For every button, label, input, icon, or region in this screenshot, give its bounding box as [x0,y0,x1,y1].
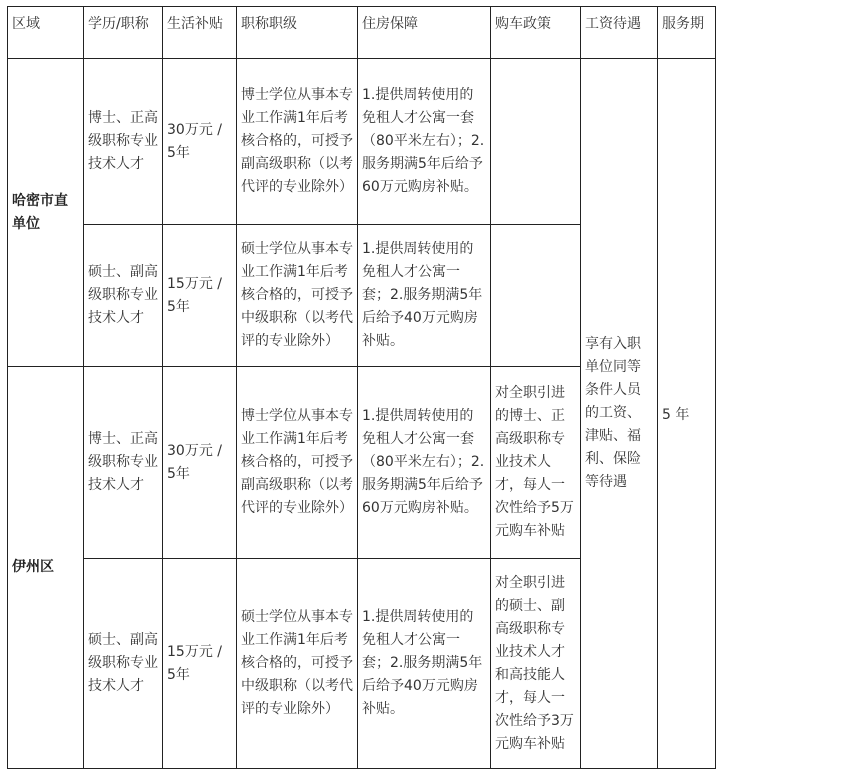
car-policy-cell [491,59,581,225]
policy-page [7,6,716,769]
subsidy-cell: 30万元 / 5年 [163,367,237,559]
title-level-cell: 博士学位从事本专业工作满1年后考核合格的，可授予副高级职称（以考代评的专业除外） [237,367,358,559]
housing-cell: 1.提供周转使用的免租人才公寓一套；2.服务期满5年后给予40万元购房补贴。 [358,225,491,367]
housing-cell: 1.提供周转使用的免租人才公寓一套（80平米左右）；2.服务期满5年后给予60万元购房补贴。 [358,59,491,225]
car-policy-cell: 对全职引进的博士、正高级职称专业技术人才，每人一次性给予5万元购车补贴 [491,367,581,559]
car-policy-cell [491,225,581,367]
housing-cell: 1.提供周转使用的免租人才公寓一套；2.服务期满5年后给予40万元购房补贴。 [358,559,491,769]
salary-cell: 享有入职单位同等条件人员的工资、津贴、福利、保险等待遇 [581,59,658,769]
header-subsidy: 生活补贴 [163,7,237,59]
subsidy-cell: 15万元 / 5年 [163,559,237,769]
subsidy-cell: 30万元 / 5年 [163,59,237,225]
education-cell: 博士、正高级职称专业技术人才 [84,59,163,225]
header-service-period: 服务期 [658,7,716,59]
title-level-cell: 硕士学位从事本专业工作满1年后考核合格的，可授予中级职称（以考代评的专业除外） [237,559,358,769]
header-housing: 住房保障 [358,7,491,59]
service-period-cell: 5 年 [658,59,716,769]
talent-policy-table [7,6,716,769]
car-policy-cell: 对全职引进的硕士、副高级职称专业技术人才和高技能人才，每人一次性给予3万元购车补贴 [491,559,581,769]
education-cell: 硕士、副高级职称专业技术人才 [84,225,163,367]
title-level-cell: 硕士学位从事本专业工作满1年后考核合格的，可授予中级职称（以考代评的专业除外） [237,225,358,367]
education-cell: 博士、正高级职称专业技术人才 [84,367,163,559]
subsidy-cell: 15万元 / 5年 [163,225,237,367]
header-education: 学历/职称 [84,7,163,59]
title-level-cell: 博士学位从事本专业工作满1年后考核合格的，可授予副高级职称（以考代评的专业除外） [237,59,358,225]
region-name: 哈密市直单位 [8,59,84,367]
header-car-policy: 购车政策 [491,7,581,59]
header-row [8,7,716,59]
housing-cell: 1.提供周转使用的免租人才公寓一套（80平米左右）；2.服务期满5年后给予60万元购房补贴。 [358,367,491,559]
header-title-level: 职称职级 [237,7,358,59]
header-region: 区域 [8,7,84,59]
region-name: 伊州区 [8,367,84,769]
header-salary: 工资待遇 [581,7,658,59]
table-row [8,59,716,225]
education-cell: 硕士、副高级职称专业技术人才 [84,559,163,769]
